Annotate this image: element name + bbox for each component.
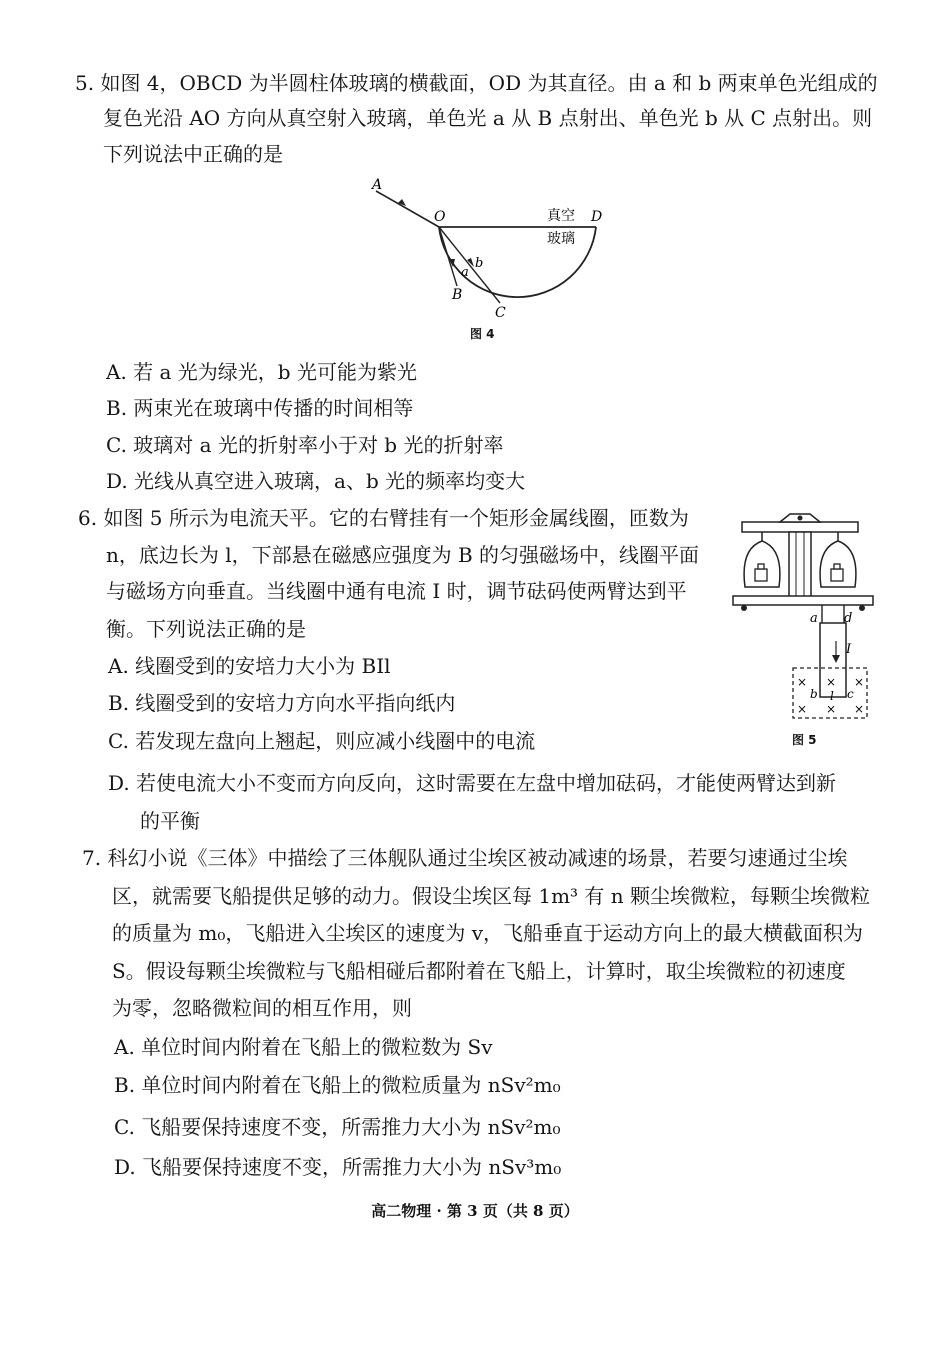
fig4-label-glass: 玻璃 — [547, 231, 575, 247]
q7-stem-line-2: 区，就需要飞船提供足够的动力。假设尘埃区每 1m³ 有 n 颗尘埃微粒，每颗尘埃微粒 — [112, 884, 871, 908]
fig4-label-D: D — [591, 209, 603, 225]
fig5-cross-6: × — [854, 702, 865, 716]
q5-option-a: A. 若 a 光为绿光，b 光可能为紫光 — [106, 360, 417, 384]
fig4-label-B: B — [452, 287, 463, 303]
q6-option-d: D. 若使电流大小不变而方向反向，这时需要在左盘中增加砝码，才能使两臂达到新 — [108, 771, 837, 795]
q6-stem-line-3: 与磁场方向垂直。当线圈中通有电流 I 时，调节砝码使两臂达到平 — [106, 579, 687, 603]
fig5-label-d: d — [844, 611, 853, 626]
fig4-label-C: C — [495, 305, 506, 321]
fig5-label-b: b — [810, 687, 818, 701]
q6-stem-line-4: 衡。下列说法正确的是 — [106, 617, 306, 641]
q7-stem-line-3: 的质量为 m₀，飞船进入尘埃区的速度为 v，飞船垂直于运动方向上的最大横截面积为 — [112, 921, 863, 945]
fig5-cross-3: × — [854, 675, 865, 689]
q5-stem-line-1: 5. 如图 4，OBCD 为半圆柱体玻璃的横截面，OD 为其直径。由 a 和 b 两束单色光组成的 — [75, 71, 878, 95]
q5-option-d: D. 光线从真空进入玻璃，a、b 光的频率均变大 — [106, 469, 526, 493]
fig5-label-l: l — [830, 689, 834, 703]
figure-5-current-balance — [730, 505, 875, 725]
fig4-label-a: a — [461, 265, 469, 280]
q7-stem-line-4: S。假设每颗尘埃微粒与飞船相碰后都附着在飞船上，计算时，取尘埃微粒的初速度 — [112, 959, 846, 983]
q7-option-c: C. 飞船要保持速度不变，所需推力大小为 nSv²m₀ — [114, 1115, 561, 1139]
figure-4-caption: 图 4 — [470, 327, 495, 341]
q6-option-c: C. 若发现左盘向上翘起，则应减小线圈中的电流 — [108, 729, 536, 753]
fig4-label-b: b — [475, 256, 484, 271]
page-footer: 高二物理 · 第 3 页（共 8 页） — [371, 1202, 579, 1220]
fig5-cross-4: × — [797, 702, 808, 716]
fig5-cross-2: × — [826, 675, 837, 689]
q6-stem-line-2: n，底边长为 l，下部悬在磁感应强度为 B 的匀强磁场中，线圈平面 — [106, 543, 700, 567]
q5-option-c: C. 玻璃对 a 光的折射率小于对 b 光的折射率 — [106, 433, 504, 457]
fig4-label-O: O — [434, 209, 446, 225]
q6-stem-line-1: 6. 如图 5 所示为电流天平。它的右臂挂有一个矩形金属线圈，匝数为 — [78, 506, 689, 530]
fig4-label-A: A — [372, 177, 383, 193]
q7-option-a: A. 单位时间内附着在飞船上的微粒数为 Sv — [114, 1035, 493, 1059]
figure-5-caption: 图 5 — [792, 733, 817, 747]
q5-stem-line-3: 下列说法中正确的是 — [103, 142, 283, 166]
q7-option-d: D. 飞船要保持速度不变，所需推力大小为 nSv³m₀ — [114, 1155, 562, 1179]
q6-option-b: B. 线圈受到的安培力方向水平指向纸内 — [108, 691, 456, 715]
q7-stem-line-1: 7. 科幻小说《三体》中描绘了三体舰队通过尘埃区被动减速的场景，若要匀速通过尘埃 — [82, 846, 848, 870]
q7-stem-line-5: 为零，忽略微粒间的相互作用，则 — [112, 996, 412, 1020]
fig5-cross-1: × — [797, 675, 808, 689]
q6-option-d-continued: 的平衡 — [140, 809, 200, 833]
q6-option-a: A. 线圈受到的安培力大小为 BIl — [108, 654, 391, 678]
fig5-label-I: I — [846, 642, 852, 657]
fig4-label-vacuum: 真空 — [547, 208, 575, 224]
fig5-label-a: a — [810, 611, 818, 626]
q5-option-b: B. 两束光在玻璃中传播的时间相等 — [106, 396, 414, 420]
q5-stem-line-2: 复色光沿 AO 方向从真空射入玻璃，单色光 a 从 B 点射出、单色光 b 从 C 点射出。则 — [103, 106, 873, 130]
fig5-cross-5: × — [826, 702, 837, 716]
q7-option-b: B. 单位时间内附着在飞船上的微粒质量为 nSv²m₀ — [114, 1073, 561, 1097]
fig5-label-c: c — [847, 687, 854, 701]
figure-4-semicircle-diagram — [360, 175, 620, 345]
